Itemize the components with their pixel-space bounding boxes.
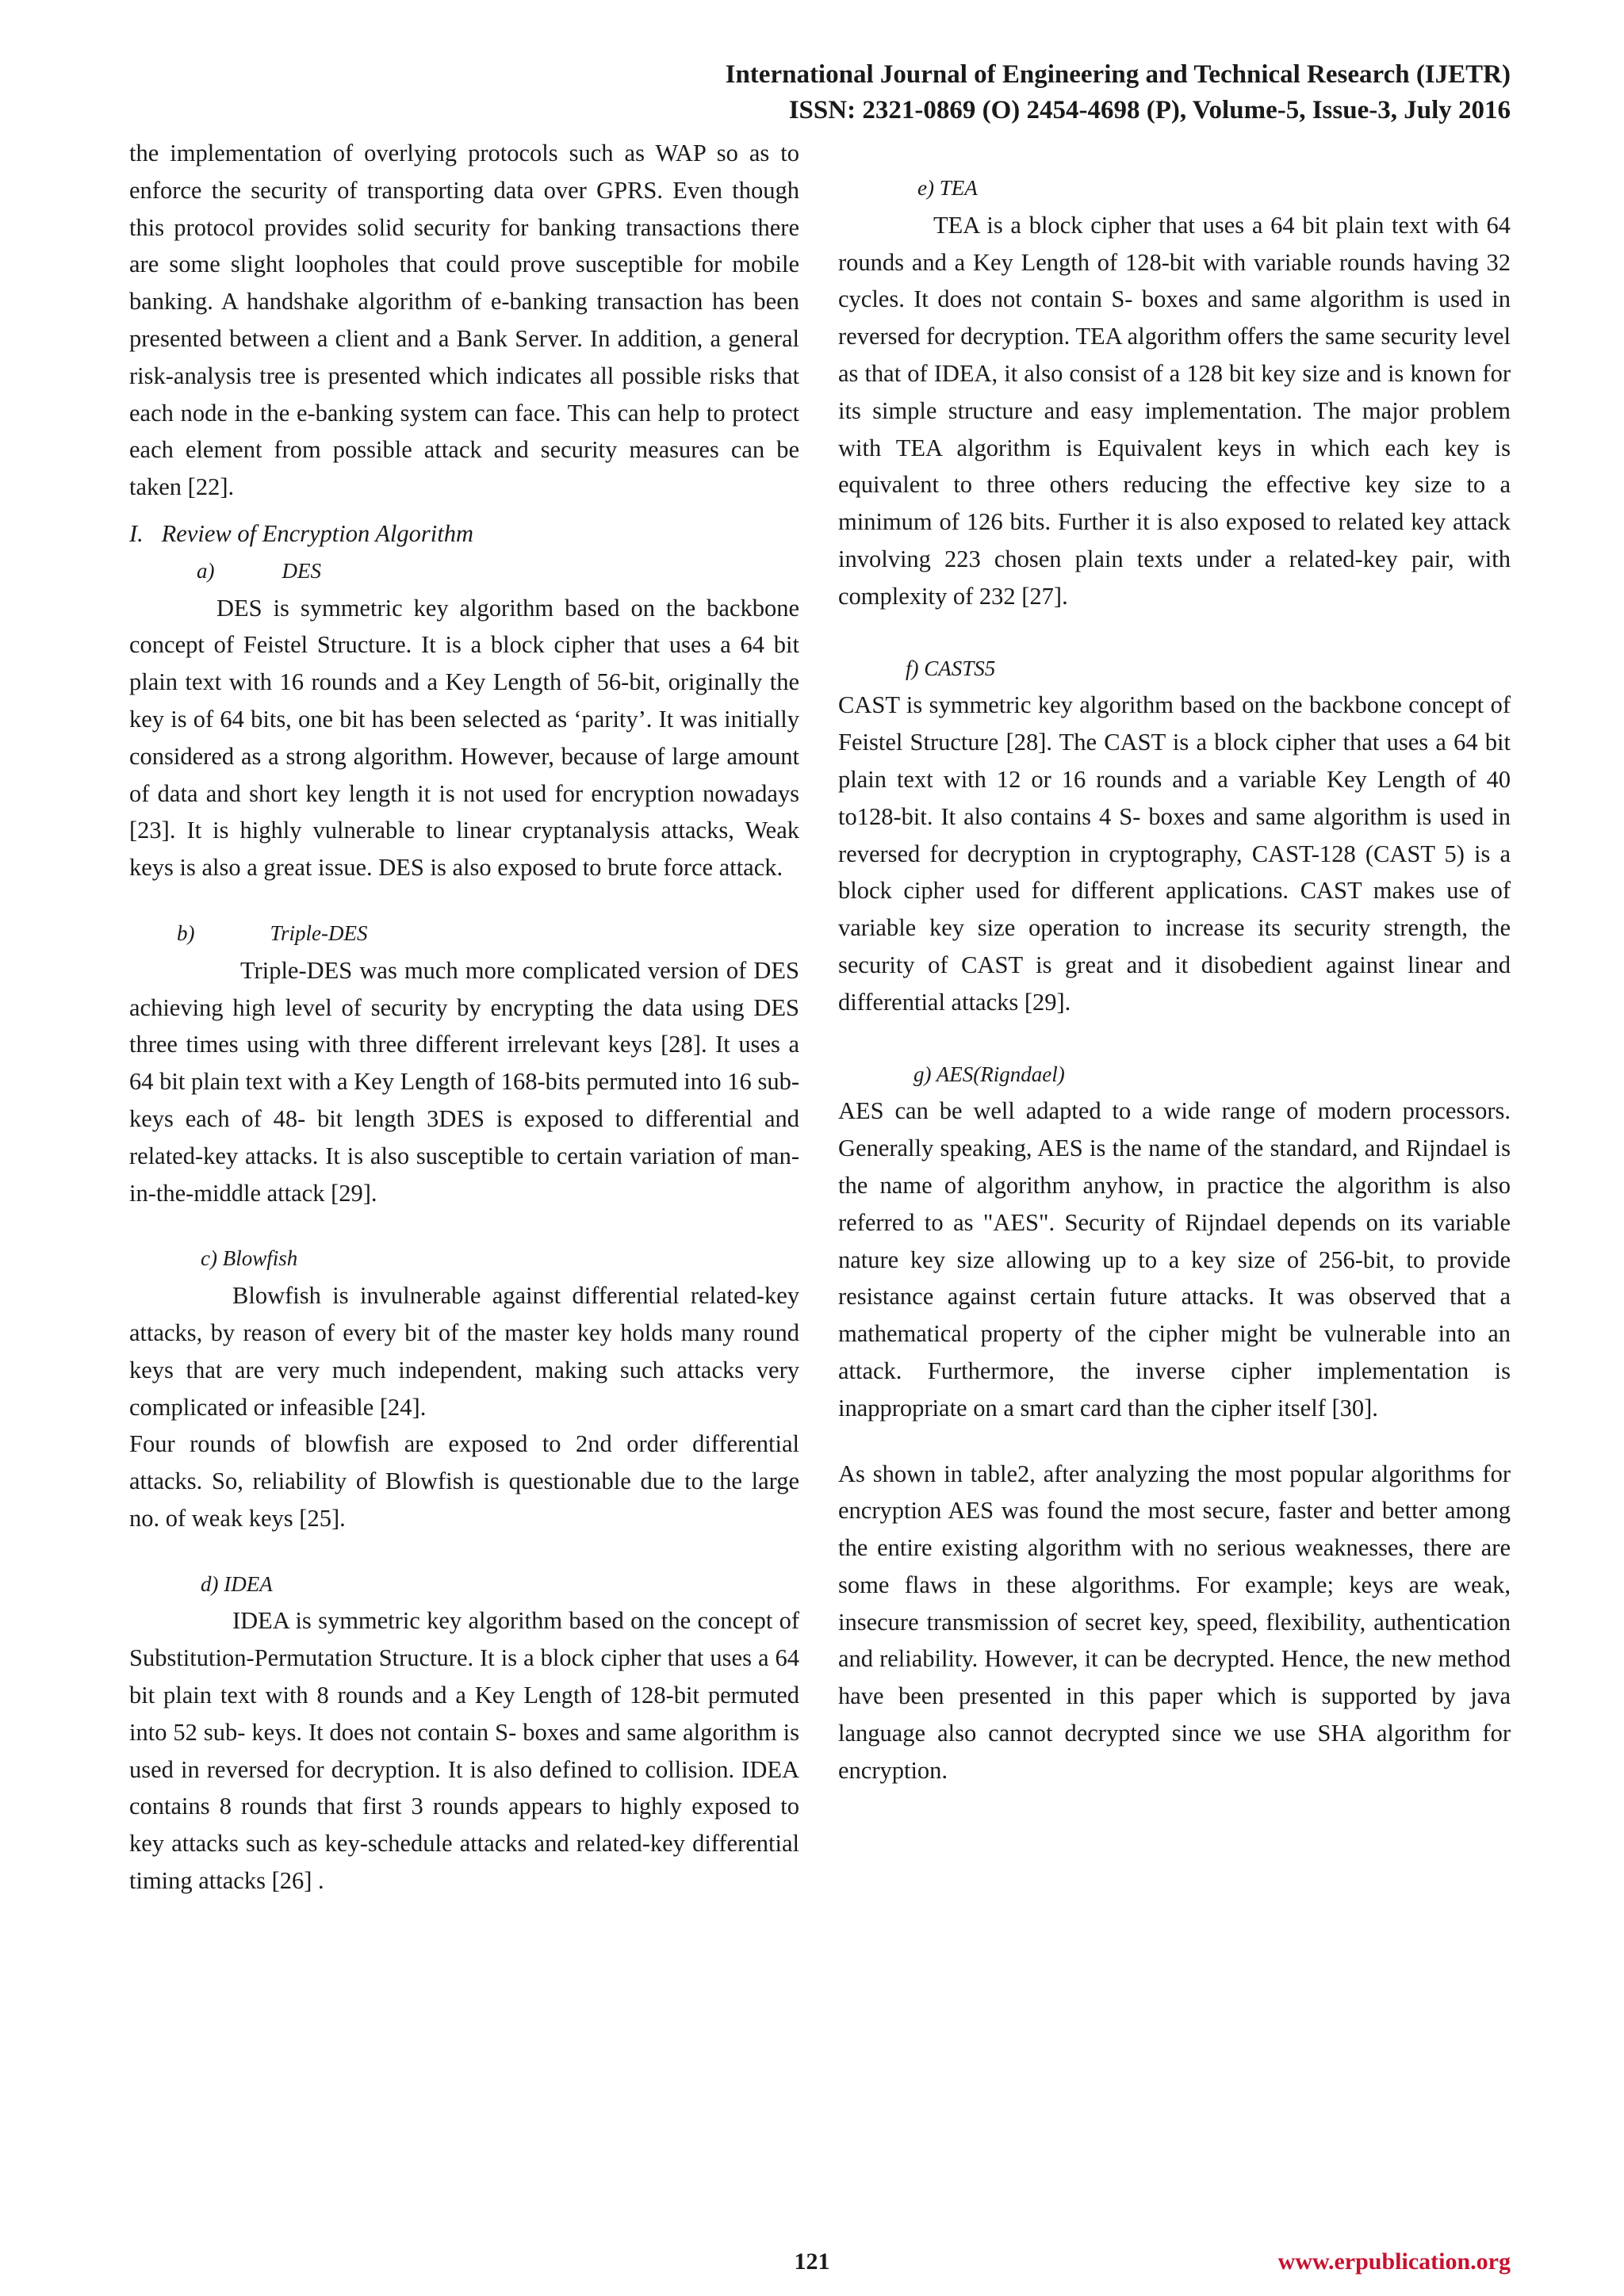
right-column — [838, 135, 1511, 1789]
blowfish-paragraph-2: Four rounds of blowfish are exposed to 2nd order differential attacks. So, reliability of Blowfish is questionable due to the large no. of weak keys [25]. — [129, 1430, 799, 1532]
idea-heading: d) IDEA — [201, 1571, 273, 1596]
des-heading — [129, 553, 799, 590]
aes-heading: g) AES(Rigndael) — [914, 1062, 1065, 1086]
journal-title: International Journal of Engineering and Technical Research (IJETR) — [725, 60, 1511, 89]
triple-des-number: b) — [177, 920, 195, 945]
left-column — [129, 135, 799, 1900]
tea-paragraph: TEA is a block cipher that uses a 64 bit plain text with 64 rounds and a Key Length of 128-bit with variable rounds having 32 cycles. It does not contain S- boxes and same algorithm is used in reversed for decryption. TEA algorithm offers the same security level as that of IDEA, it also consist of a 128 bit key size and is known for its simple structure and easy implementation. The major problem with TEA algorithm is Equivalent keys in which each key is equivalent to three others reducing the effective key size to a minimum of 126 bits. Further it is also exposed to related key attack involving 223 chosen plain texts under a related-key pair, with complexity of 232 [27]. — [838, 211, 1511, 610]
triple-des-heading — [129, 915, 799, 952]
section-number: I. — [129, 519, 144, 547]
blowfish-paragraph-1: Blowfish is invulnerable against differential related-key attacks, by reason of every bit of the master key holds many round keys that are very much independent, making such attacks very complicated or infeasible [24]. — [129, 1282, 799, 1421]
page-number: 121 — [794, 2248, 830, 2275]
journal-issn: ISSN: 2321-0869 (O) 2454-4698 (P), Volume-5, Issue-3, July 2016 — [788, 96, 1511, 124]
aes-paragraph: AES can be well adapted to a wide range of modern processors. Generally speaking, AES is the name of the standard, and Rijndael is the name of algorithm anyhow, in practice the algorithm is also referred to as "AES". Security of Rijndael depends on its variable nature key size allowing up to a key size of 256-bit, to provide resistance against certain future attacks. It was observed that a mathematical property of the cipher might be vulnerable into an attack. Furthermore, the inverse cipher implementation is inappropriate on a smart card than the cipher itself [30]. — [838, 1097, 1511, 1422]
des-paragraph: DES is symmetric key algorithm based on the backbone concept of Feistel Structure. It is a block cipher that uses a 64 bit plain text with 16 rounds and a Key Length of 56-bit, originally the key is of 64 bits, one bit has been selected as ‘parity’. It was initially considered as a strong algorithm. However, because of large amount of data and short key length it is not used for encryption nowadays [23]. It is highly vulnerable to linear cryptanalysis attacks, Weak keys is also a great issue. DES is also exposed to brute force attack. — [129, 594, 799, 882]
idea-paragraph: IDEA is symmetric key algorithm based on the concept of Substitution-Permutation Structure. It is a block cipher that uses a 64 bit plain text with 8 rounds and a Key Length of 128-bit permuted into 52 sub- keys. It does not contain S- boxes and same algorithm is used in reversed for decryption. It is also defined to collision. IDEA contains 8 rounds that first 3 rounds appears to highly exposed to key attacks such as key-schedule attacks and related-key differential timing attacks [26] . — [129, 1607, 799, 1895]
cast-heading: f) CASTS5 — [906, 656, 996, 680]
des-number: a) — [197, 558, 215, 583]
blowfish-heading: c) Blowfish — [201, 1246, 298, 1271]
publisher-url[interactable]: www.erpublication.org — [1277, 2248, 1511, 2275]
journal-header — [400, 57, 1511, 128]
triple-des-paragraph: Triple-DES was much more complicated version of DES achieving high level of security by encrypting the data using DES three times using with three different irrelevant keys [28]. It uses a 64 bit plain text with a Key Length of 168-bits permuted into 16 sub- keys each of 48- bit length 3DES is exposed to differential and related-key attacks. It is also susceptible to certain variation of man-in-the-middle attack [29]. — [129, 956, 799, 1207]
triple-des-title: Triple-DES — [270, 920, 368, 945]
des-title: DES — [282, 558, 321, 583]
conclusion-paragraph: As shown in table2, after analyzing the most popular algorithms for encryption AES was found the most secure, faster and better among the entire existing algorithm with no serious weaknesses, there are some flaws in these algorithms. For example; keys are weak, insecure transmission of secret key, speed, flexibility, authentication and reliability. However, it can be decrypted. Hence, the new method have been presented in this paper which is supported by java language also cannot decrypted since we use SHA algorithm for encryption. — [838, 1460, 1511, 1784]
section-title: Review of Encryption Algorithm — [161, 519, 473, 547]
cast-paragraph: CAST is symmetric key algorithm based on the backbone concept of Feistel Structure [28]. The CAST is a block cipher that uses a 64 bit plain text with 12 or 16 rounds and a variable Key Length of 40 to128-bit. It also contains 4 S- boxes and same algorithm is used in reversed for decryption in cryptography, CAST-128 (CAST 5) is a block cipher used for different applications. CAST makes use of variable key size operation to increase its security strength, the security of CAST is great and it disobedient against linear and differential attacks [29]. — [838, 691, 1511, 1016]
tea-heading: e) TEA — [917, 176, 978, 200]
section-heading — [129, 515, 799, 553]
intro-paragraph: the implementation of overlying protocols such as WAP so as to enforce the security of transporting data over GPRS. Even though this protocol provides solid security for banking transactions there are some slight loopholes that could prove susceptible for mobile banking. A handshake algorithm of e-banking transaction has been presented between a client and a Bank Server. In addition, a general risk-analysis tree is presented which indicates all possible risks that each node in the e-banking system can face. This can help to protect each element from possible attack and security measures can be taken [22]. — [129, 140, 799, 501]
